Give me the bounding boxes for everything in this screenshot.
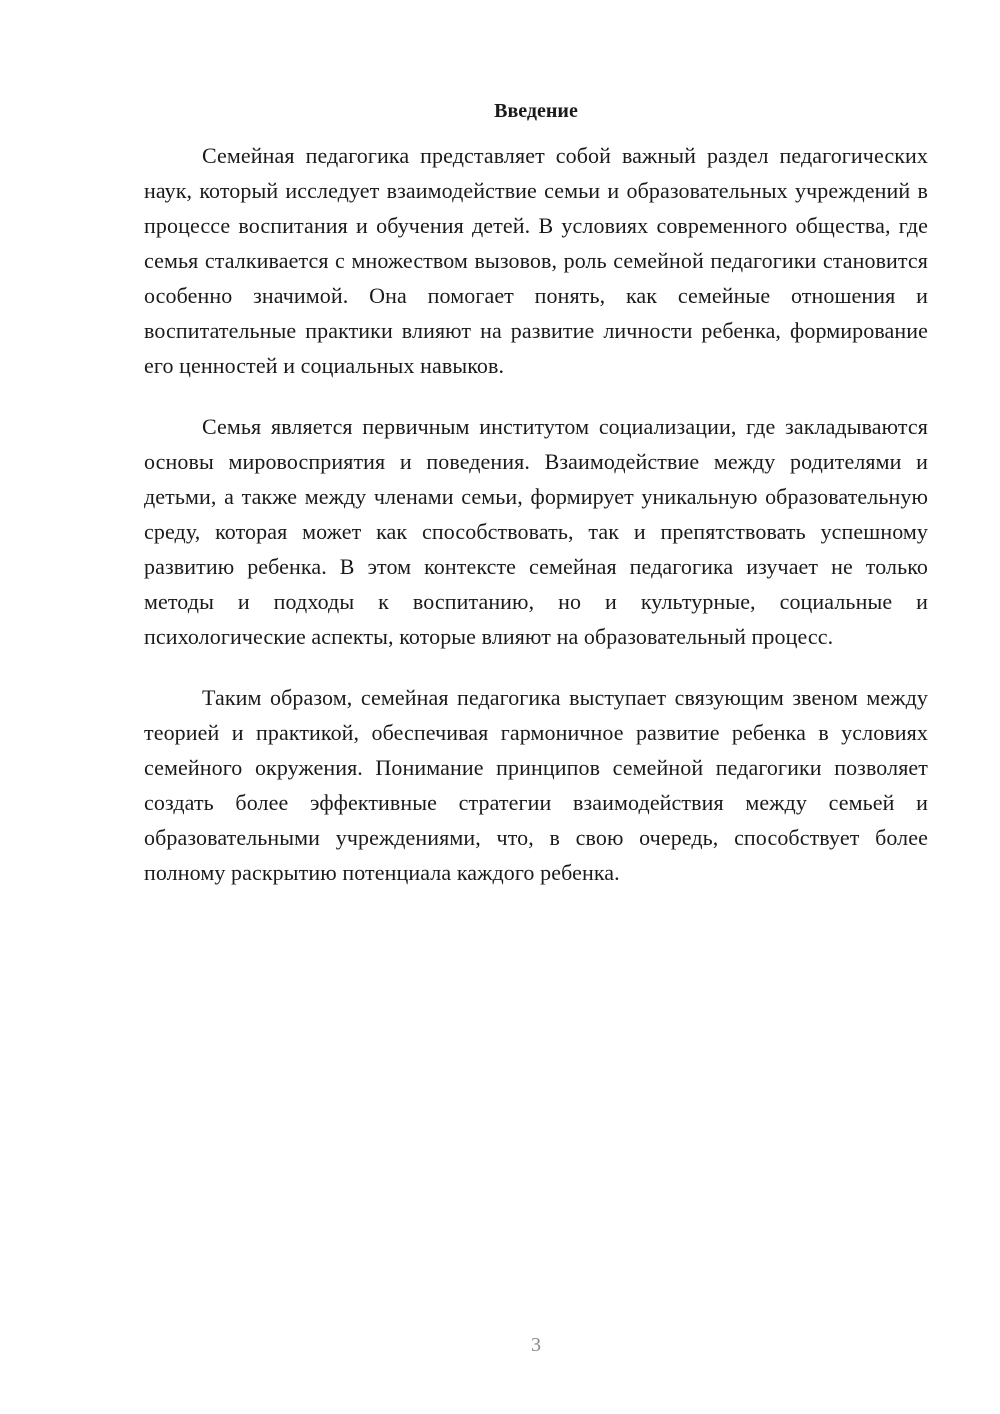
section-title: Введение: [494, 100, 578, 122]
paragraph-1: Семейная педагогика представляет собой важный раздел педагогических наук, который исследует взаимодействие семьи и образовательных учреждений в процессе воспитания и обучения детей. В условиях современного общества, где семья сталкивается с множеством вызовов, роль семейной педагогики становится особенно значимой. Она помогает понять, как семейные отношения и воспитательные практики влияют на развитие личности ребенка, формирование его ценностей и социальных навыков.: [144, 143, 928, 378]
paragraph-2: Семья является первичным институтом социализации, где закладываются основы мировосприятия и поведения. Взаимодействие между родителями и детьми, а также между членами семьи, формирует уникальную образовательную среду, которая может как способствовать, так и препятствовать успешному развитию ребенка. В этом контексте семейная педагогика изучает не только методы и подходы к воспитанию, но и культурные, социальные и психологические аспекты, которые влияют на образовательный процесс.: [144, 414, 928, 649]
paragraph-3: Таким образом, семейная педагогика выступает связующим звеном между теорией и практикой, обеспечивая гармоничное развитие ребенка в условиях семейного окружения. Понимание принципов семейной педагогики позволяет создать более эффективные стратегии взаимодействия между семьей и образовательными учреждениями, что, в свою очередь, способствует более полному раскрытию потенциала каждого ребенка.: [144, 685, 928, 885]
page-number: 3: [531, 1334, 541, 1356]
document-body: [144, 96, 928, 916]
